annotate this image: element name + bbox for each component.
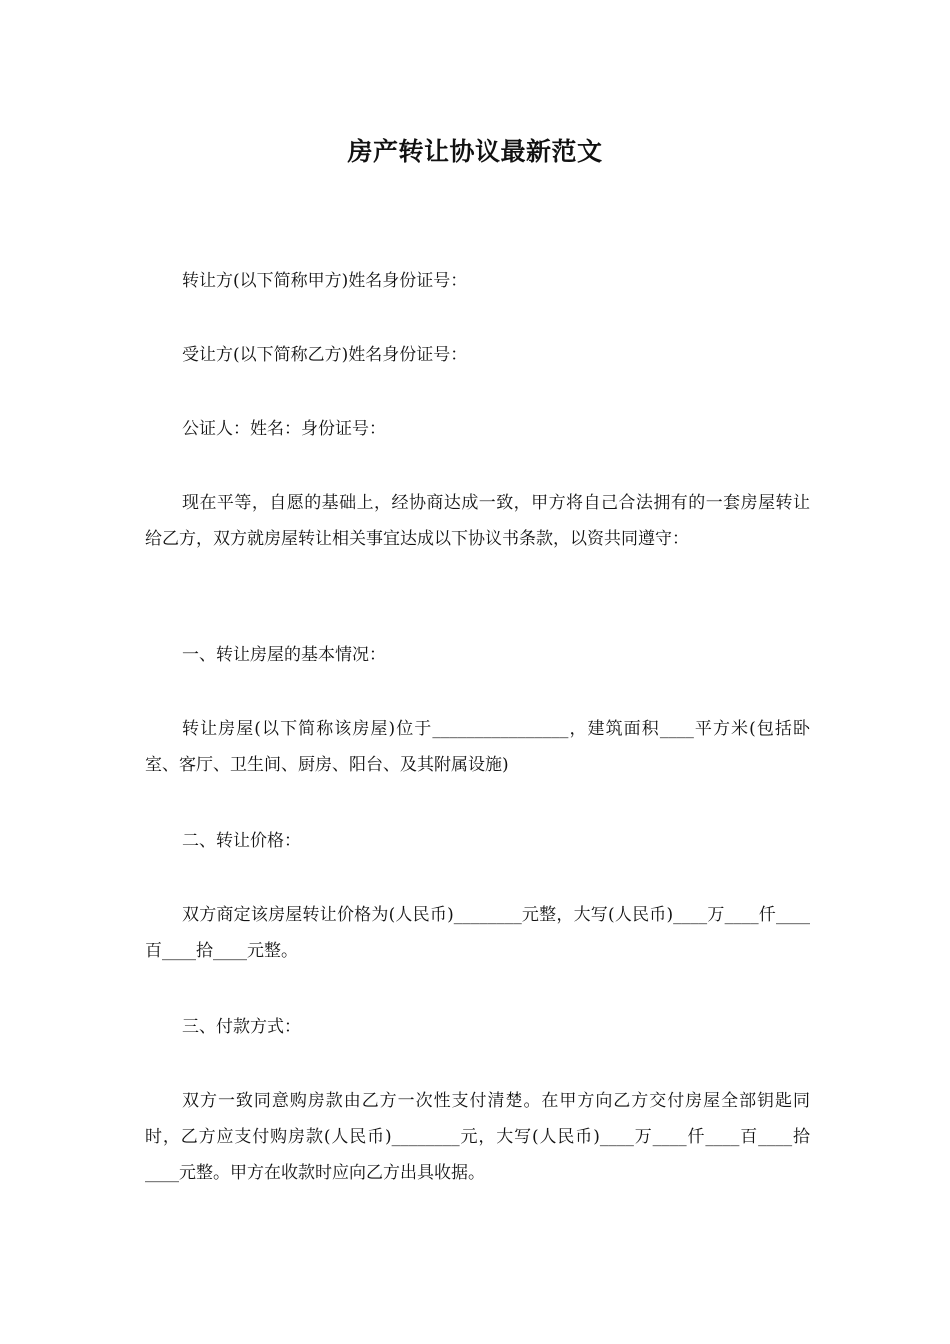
section-heading-price: 二、转让价格： <box>182 831 301 851</box>
paragraph-payment: 双方一致同意购房款由乙方一次性支付清楚。在甲方向乙方交付房屋全部钥匙同时，乙方应支付购房款(人民币)________元，大写(人民币)____万____仟____百____拾____元整。甲方在收款时应向乙方出具收据。 <box>145 1091 810 1183</box>
section-heading-basic-info: 一、转让房屋的基本情况： <box>182 645 386 665</box>
paragraph-transferor: 转让方(以下简称甲方)姓名身份证号： <box>182 271 468 291</box>
paragraph-price: 双方商定该房屋转让价格为(人民币)________元整，大写(人民币)____万____仟____百____拾____元整。 <box>145 905 810 961</box>
paragraph-transferee: 受让方(以下简称乙方)姓名身份证号： <box>182 345 468 365</box>
paragraph-property-location: 转让房屋(以下简称该房屋)位于________________，建筑面积____平方米(包括卧室、客厅、卫生间、厨房、阳台、及其附属设施) <box>145 719 810 775</box>
section-heading-payment: 三、付款方式： <box>182 1017 301 1037</box>
paragraph-notary: 公证人：姓名：身份证号： <box>182 419 386 439</box>
paragraph-preamble: 现在平等，自愿的基础上，经协商达成一致，甲方将自己合法拥有的一套房屋转让给乙方，双方就房屋转让相关事宜达成以下协议书条款，以资共同遵守： <box>145 493 810 549</box>
document-title: 房产转让协议最新范文 <box>347 137 603 166</box>
